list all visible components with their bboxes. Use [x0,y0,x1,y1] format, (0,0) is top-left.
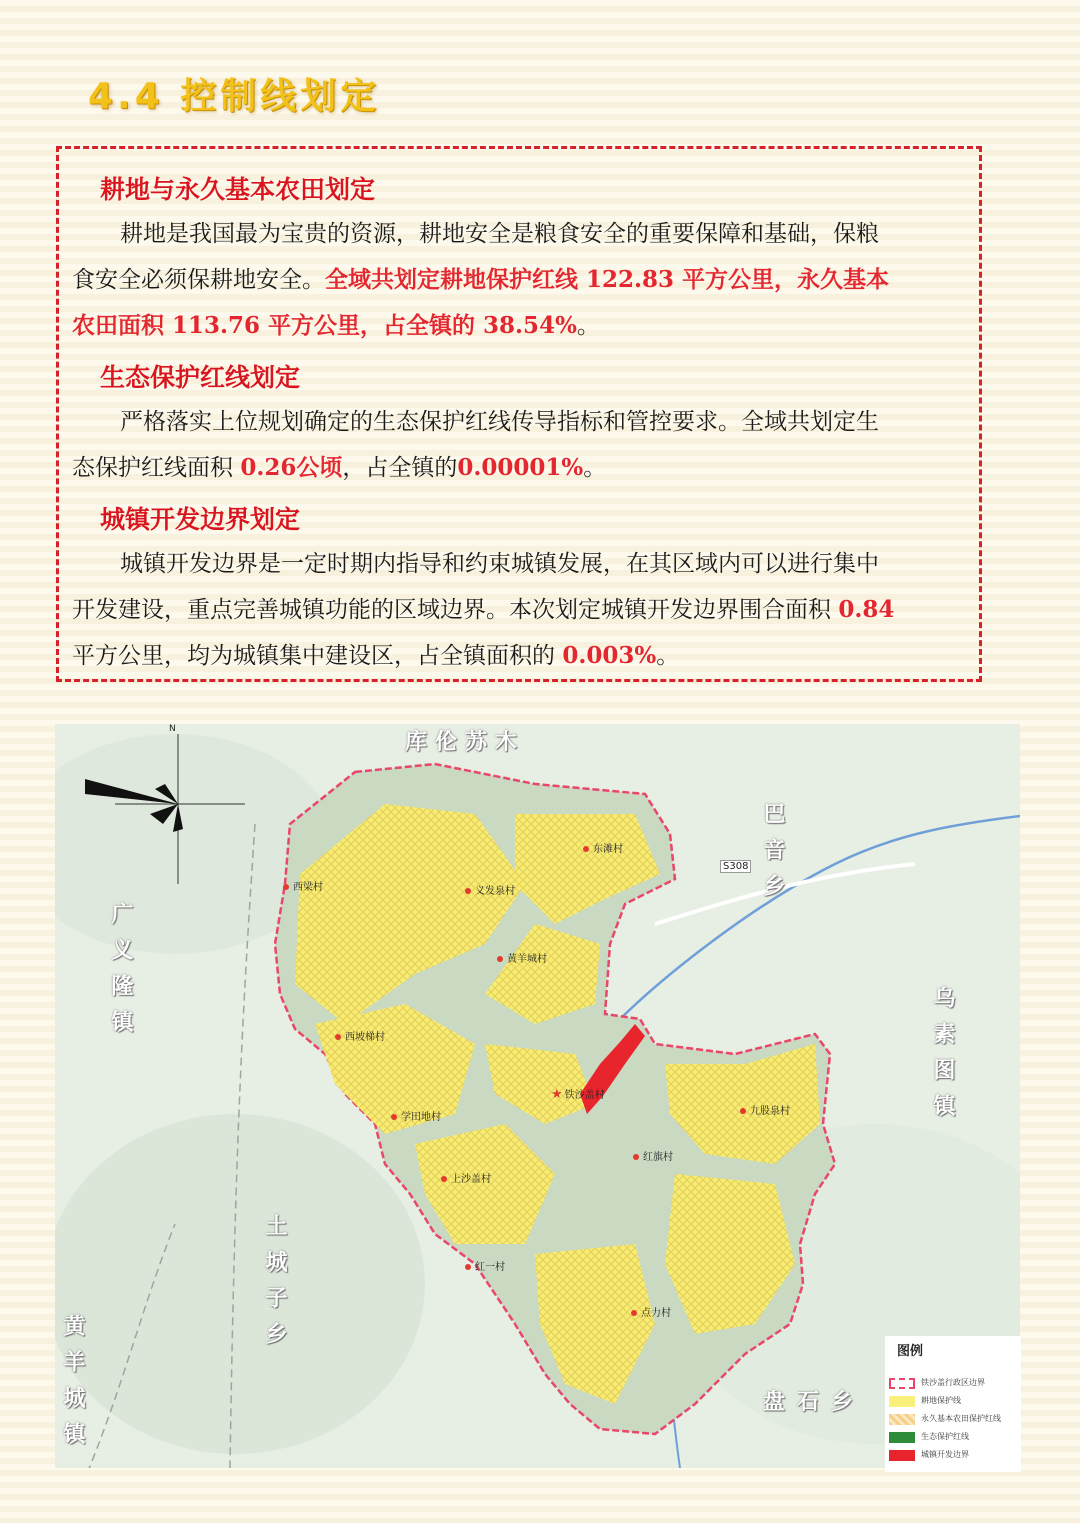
village-name: 东滩村 [593,844,623,855]
map-legend [885,1336,1021,1472]
village-dot [465,1264,471,1270]
village-marker [335,1028,385,1043]
region-label: 广义隆镇 [108,902,133,1046]
legend-swatch [889,1396,915,1407]
village-dot [441,1176,447,1182]
village-name: 学田地村 [401,1112,441,1123]
village-marker [465,1258,505,1273]
legend-title: 图例 [897,1344,924,1359]
village-marker [633,1148,673,1163]
legend-item [889,1448,1019,1464]
legend-label: 生态保护红线 [921,1432,969,1441]
map-graphic [55,724,1020,1468]
control-line-map [55,724,1020,1468]
star-icon: ★ [551,1087,563,1102]
legend-item [889,1394,1019,1410]
village-dot [497,956,503,962]
legend-swatch [889,1378,915,1389]
road-label: S308 [720,860,751,873]
paragraph-urban [72,541,964,679]
village-marker [391,1108,441,1123]
village-marker [583,840,623,855]
north-label: N [169,724,176,734]
legend-swatch [889,1414,915,1425]
village-marker-center [551,1086,605,1102]
legend-item [889,1430,1019,1446]
highlight-span: 全域共划定耕地保护红线 122.83 平方公里，永久基本 [325,266,890,293]
highlight-span: 农田面积 113.76 平方公里，占全镇的 38.54% [72,312,577,339]
region-label: 巴音乡 [760,802,785,910]
text-span: 。 [656,643,680,669]
highlight-span: 0.26公顷 [240,454,343,481]
village-dot [283,884,289,890]
paragraph-farmland [72,211,964,349]
text-span: 。 [583,455,607,481]
para-line [72,257,964,303]
region-label: 黄羊城镇 [60,1314,85,1458]
village-marker [740,1102,790,1117]
village-dot [631,1310,637,1316]
village-name: 铁沙盖村 [564,1090,605,1101]
village-marker [441,1170,491,1185]
village-name: 点力村 [641,1308,671,1319]
village-dot [633,1154,639,1160]
para-line [72,587,964,633]
village-dot [583,846,589,852]
legend-swatch [889,1450,915,1461]
village-dot [391,1114,397,1120]
section-heading: 4.4 控制线划定 [88,76,381,117]
para-line [72,541,964,587]
highlight-span: 0.003% [562,642,657,669]
village-name: 九股泉村 [750,1106,790,1117]
section-title-ecology: 生态保护红线划定 [100,363,301,392]
village-dot [465,888,471,894]
village-marker [283,878,323,893]
text-span: 。 [576,313,600,339]
village-dot [335,1034,341,1040]
region-label: 盘石乡 [763,1390,866,1415]
para-line [72,399,964,445]
legend-label: 城镇开发边界 [921,1450,969,1459]
text-span: 平方公里，均为城镇集中建设区，占全镇面积的 [72,643,563,669]
village-marker [631,1304,671,1319]
section-title-farmland: 耕地与永久基本农田划定 [100,175,376,204]
village-name: 西坡梯村 [345,1032,385,1043]
highlight-span: 0.84 [838,596,895,623]
text-span: 严格落实上位规划确定的生态保护红线传导指标和管控要求。全域共划定生 [120,409,879,435]
legend-item [889,1412,1019,1428]
village-name: 西梁村 [293,882,323,893]
village-name: 红旗村 [643,1152,673,1163]
village-name: 黄羊城村 [507,954,547,965]
paragraph-ecology [72,399,964,491]
para-line [72,303,964,349]
legend-item [889,1376,1019,1392]
highlight-span: 0.00001% [457,454,584,481]
legend-label: 耕地保护线 [921,1396,961,1405]
region-label: 乌素图镇 [930,986,955,1130]
para-line [72,633,964,679]
text-span: ，占全镇的 [342,455,458,481]
village-name: 义发泉村 [475,886,515,897]
legend-label: 铁沙盖行政区边界 [921,1378,985,1387]
village-name: 上沙盖村 [451,1174,491,1185]
text-span: 城镇开发边界是一定时期内指导和约束城镇发展，在其区域内可以进行集中 [120,551,879,577]
para-line [72,211,964,257]
region-label: 土城子乡 [262,1214,287,1358]
para-line [72,445,964,491]
text-span: 耕地是我国最为宝贵的资源，耕地安全是粮食安全的重要保障和基础，保粮 [120,221,879,247]
village-dot [740,1108,746,1114]
village-name: 红一村 [475,1262,505,1273]
text-span: 态保护红线面积 [72,455,241,481]
village-marker [497,950,547,965]
section-title-urban: 城镇开发边界划定 [100,505,301,534]
region-label: 库伦苏木 [405,730,526,755]
legend-swatch [889,1432,915,1443]
village-marker [465,882,515,897]
text-span: 食安全必须保耕地安全。 [72,267,325,293]
text-span: 开发建设，重点完善城镇功能的区域边界。本次划定城镇开发边界围合面积 [72,597,839,623]
legend-label: 永久基本农田保护红线 [921,1414,1001,1423]
